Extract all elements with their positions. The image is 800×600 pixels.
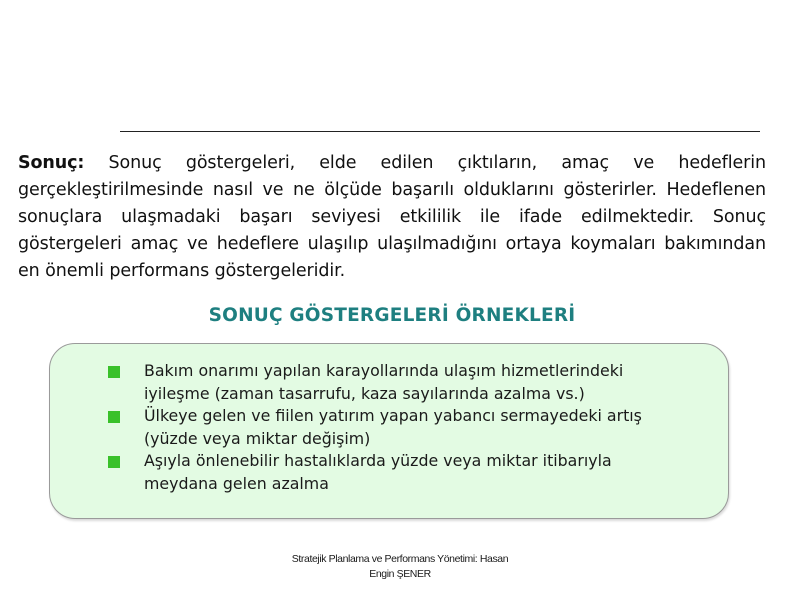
square-bullet-icon [108,456,120,468]
examples-list [107,360,687,495]
footer-line-1: Stratejik Planlama ve Performans Yönetimi: Hasan [291,553,509,565]
slide-footer [0,552,800,582]
intro-paragraph [18,150,766,285]
list-item-text: Ülkeye gelen ve fiilen yatırım yapan yabancı sermayedeki artış (yüzde veya miktar değişim) [144,406,642,448]
list-item [107,405,687,450]
examples-box [49,343,729,519]
list-item-text: Bakım onarımı yapılan karayollarında ulaşım hizmetlerindeki iyileşme (zaman tasarrufu, kaza sayılarında azalma vs.) [144,361,624,403]
list-item [107,450,687,495]
list-item-text: Aşıyla önlenebilir hastalıklarda yüzde veya miktar itibarıyla meydana gelen azalma [144,451,612,493]
square-bullet-icon [108,411,120,423]
square-bullet-icon [108,366,120,378]
footer-line-2: Engin ŞENER [369,568,431,580]
list-item [107,360,687,405]
intro-term: Sonuç: [18,153,85,173]
section-heading: SONUÇ GÖSTERGELERİ ÖRNEKLERİ [208,305,576,326]
intro-text: Sonuç göstergeleri, elde edilen çıktıların, amaç ve hedeflerin gerçekleştirilmesinde nasıl ve ne ölçüde başarılı olduklarını gösterirler. Hedeflenen sonuçlara ulaşmadaki başarı seviyesi etkililik ile ifade edilmektedir. Sonuç göstergeleri amaç ve hedeflere ulaşılıp ulaşılmadığını ortaya koymaları bakımından en önemli performans göstergeleridir. [18,153,766,281]
top-divider [120,131,760,132]
